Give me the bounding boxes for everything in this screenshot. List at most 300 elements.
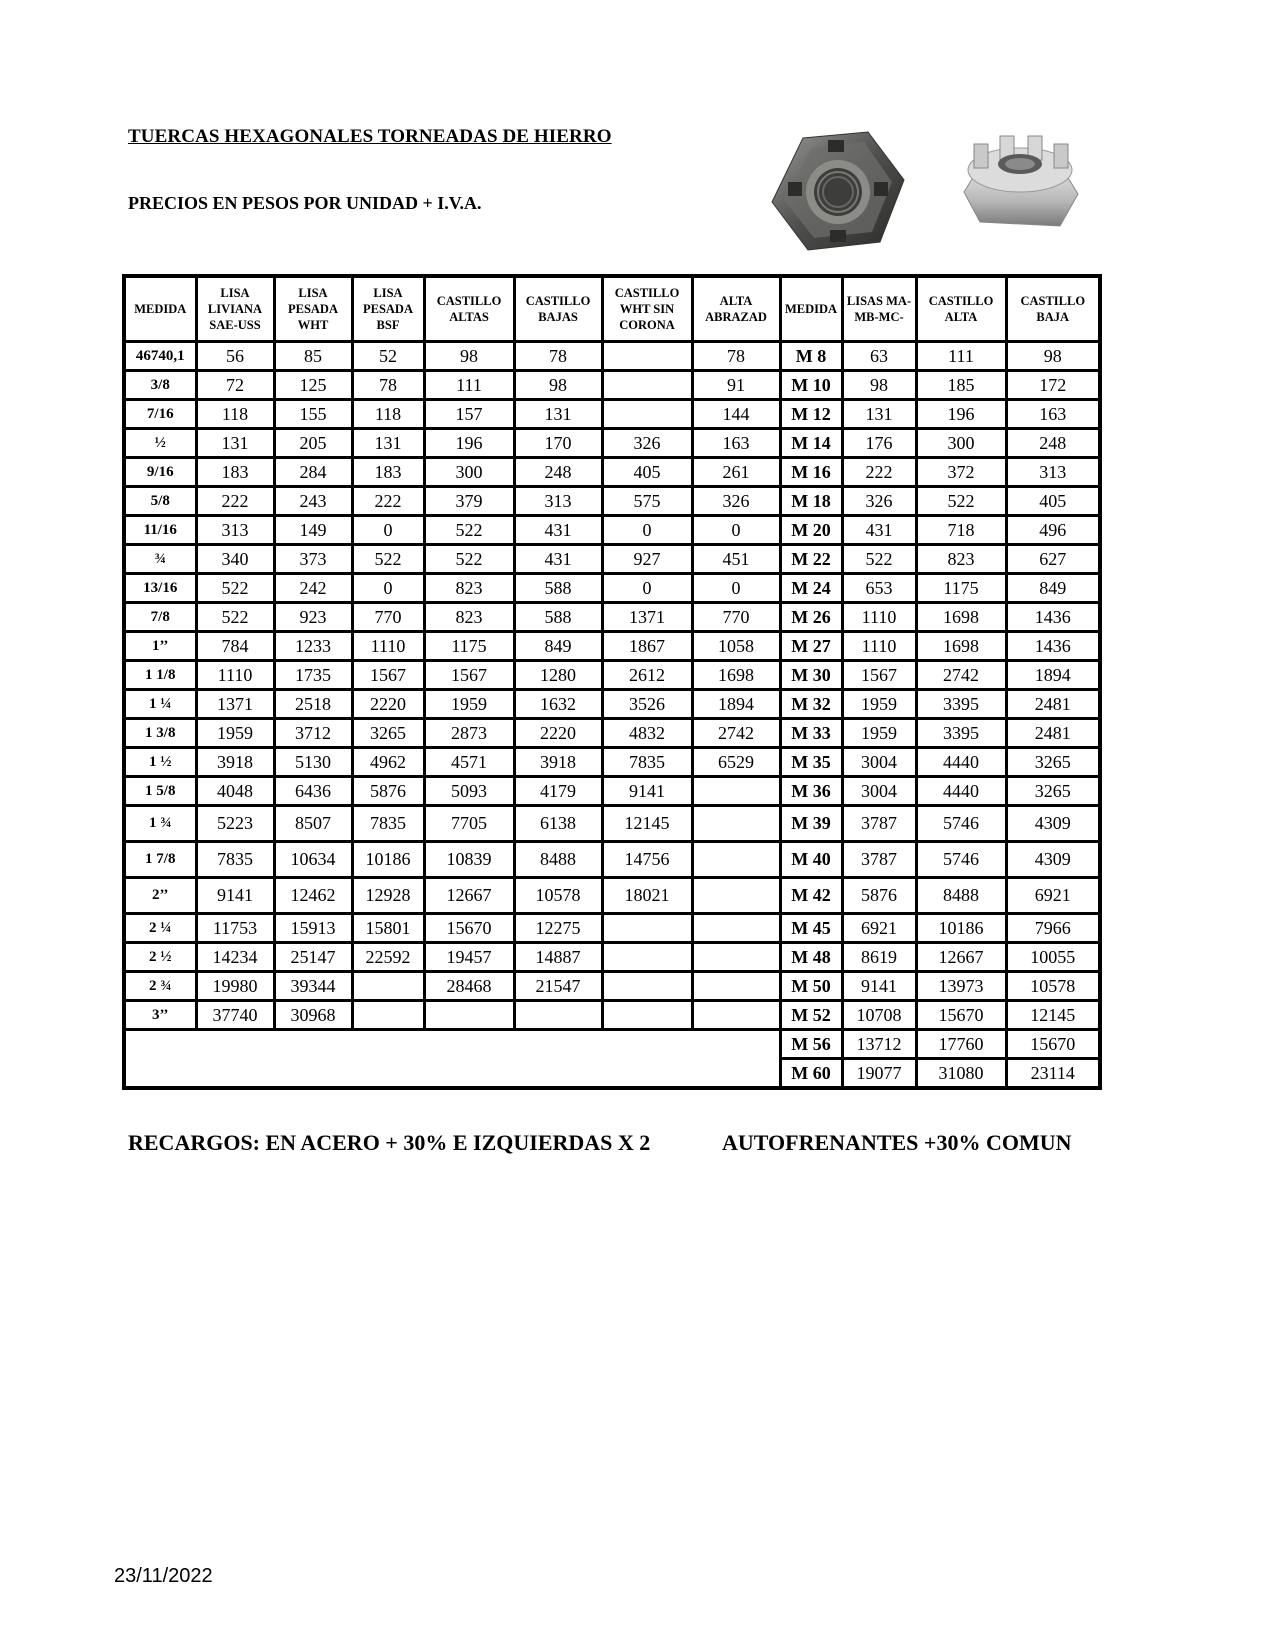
price-table xyxy=(122,274,1102,1090)
price-cell: 379 xyxy=(424,487,514,516)
price-cell: 196 xyxy=(424,429,514,458)
price-cell: 1867 xyxy=(602,632,692,661)
price-cell: 1959 xyxy=(196,719,274,748)
metric-size-cell: M 40 xyxy=(780,842,842,878)
metric-size-cell: M 20 xyxy=(780,516,842,545)
price-cell xyxy=(692,842,780,878)
inch-size-cell: 2 ¼ xyxy=(124,914,196,943)
empty-cell xyxy=(424,1059,514,1089)
price-cell: 4048 xyxy=(196,777,274,806)
metric-size-cell: M 27 xyxy=(780,632,842,661)
price-cell: 6921 xyxy=(1006,878,1100,914)
price-cell: 1058 xyxy=(692,632,780,661)
price-cell: 588 xyxy=(514,603,602,632)
price-cell: 1894 xyxy=(692,690,780,719)
table-row xyxy=(124,516,1100,545)
price-cell: 15670 xyxy=(916,1001,1006,1030)
inch-size-cell: 1 5/8 xyxy=(124,777,196,806)
price-cell: 1233 xyxy=(274,632,352,661)
inch-size-cell: 1’’ xyxy=(124,632,196,661)
price-cell: 2481 xyxy=(1006,719,1100,748)
price-cell: 0 xyxy=(352,516,424,545)
price-cell: 823 xyxy=(424,574,514,603)
price-cell: 78 xyxy=(514,342,602,371)
table-row xyxy=(124,878,1100,914)
price-cell: 326 xyxy=(842,487,916,516)
price-cell: 522 xyxy=(352,545,424,574)
price-cell: 1959 xyxy=(842,719,916,748)
castle-nut-steel-icon xyxy=(950,130,1090,245)
table-row xyxy=(124,690,1100,719)
empty-cell xyxy=(692,1059,780,1089)
price-cell: 3918 xyxy=(196,748,274,777)
empty-cell xyxy=(424,1030,514,1059)
metric-size-cell: M 22 xyxy=(780,545,842,574)
price-cell: 13712 xyxy=(842,1030,916,1059)
price-cell: 1894 xyxy=(1006,661,1100,690)
price-cell: 300 xyxy=(424,458,514,487)
metric-size-cell: M 14 xyxy=(780,429,842,458)
price-cell: 431 xyxy=(514,516,602,545)
metric-size-cell: M 24 xyxy=(780,574,842,603)
price-cell: 10708 xyxy=(842,1001,916,1030)
price-cell: 78 xyxy=(352,371,424,400)
table-row xyxy=(124,1059,1100,1089)
price-cell: 196 xyxy=(916,400,1006,429)
price-cell: 2220 xyxy=(514,719,602,748)
empty-cell xyxy=(196,1059,274,1089)
price-cell: 431 xyxy=(842,516,916,545)
metric-size-cell: M 8 xyxy=(780,342,842,371)
price-cell: 10578 xyxy=(1006,972,1100,1001)
col-header: CASTILLO ALTA xyxy=(916,276,1006,342)
price-cell: 7835 xyxy=(602,748,692,777)
col-header: ALTA ABRAZAD xyxy=(692,276,780,342)
price-cell: 496 xyxy=(1006,516,1100,545)
document-date: 23/11/2022 xyxy=(114,1565,213,1587)
inch-size-cell: 9/16 xyxy=(124,458,196,487)
inch-size-cell: 1 ½ xyxy=(124,748,196,777)
price-cell: 10055 xyxy=(1006,943,1100,972)
price-cell xyxy=(352,1001,424,1030)
price-cell xyxy=(692,777,780,806)
price-cell: 522 xyxy=(196,574,274,603)
price-cell: 91 xyxy=(692,371,780,400)
price-cell: 313 xyxy=(196,516,274,545)
price-cell: 1280 xyxy=(514,661,602,690)
price-cell: 372 xyxy=(916,458,1006,487)
price-cell: 131 xyxy=(352,429,424,458)
price-cell: 12928 xyxy=(352,878,424,914)
table-row xyxy=(124,545,1100,574)
price-cell: 1698 xyxy=(916,603,1006,632)
table-row xyxy=(124,842,1100,878)
price-cell: 3787 xyxy=(842,842,916,878)
price-cell: 405 xyxy=(1006,487,1100,516)
empty-cell xyxy=(124,1030,196,1059)
price-cell: 2742 xyxy=(692,719,780,748)
inch-size-cell: 5/8 xyxy=(124,487,196,516)
price-cell: 770 xyxy=(352,603,424,632)
price-cell: 155 xyxy=(274,400,352,429)
table-row xyxy=(124,661,1100,690)
price-cell: 3004 xyxy=(842,777,916,806)
price-cell: 39344 xyxy=(274,972,352,1001)
price-cell xyxy=(692,914,780,943)
price-cell: 784 xyxy=(196,632,274,661)
price-cell: 144 xyxy=(692,400,780,429)
table-row xyxy=(124,719,1100,748)
price-cell: 588 xyxy=(514,574,602,603)
price-cell: 1632 xyxy=(514,690,602,719)
empty-cell xyxy=(514,1059,602,1089)
metric-size-cell: M 12 xyxy=(780,400,842,429)
inch-size-cell: 1 1/8 xyxy=(124,661,196,690)
price-cell: 1567 xyxy=(424,661,514,690)
price-cell: 15801 xyxy=(352,914,424,943)
metric-size-cell: M 39 xyxy=(780,806,842,842)
metric-size-cell: M 35 xyxy=(780,748,842,777)
price-cell: 261 xyxy=(692,458,780,487)
price-cell: 248 xyxy=(1006,429,1100,458)
price-cell: 242 xyxy=(274,574,352,603)
price-cell: 1371 xyxy=(196,690,274,719)
empty-cell xyxy=(352,1059,424,1089)
price-cell: 243 xyxy=(274,487,352,516)
price-cell: 125 xyxy=(274,371,352,400)
price-cell: 9141 xyxy=(602,777,692,806)
price-cell: 522 xyxy=(916,487,1006,516)
price-cell: 326 xyxy=(602,429,692,458)
price-cell: 15913 xyxy=(274,914,352,943)
price-cell: 522 xyxy=(842,545,916,574)
table-row xyxy=(124,603,1100,632)
empty-cell xyxy=(692,1030,780,1059)
price-cell xyxy=(692,943,780,972)
price-cell: 10634 xyxy=(274,842,352,878)
price-cell: 8488 xyxy=(916,878,1006,914)
price-cell: 522 xyxy=(424,516,514,545)
price-cell: 522 xyxy=(424,545,514,574)
empty-cell xyxy=(352,1030,424,1059)
price-cell: 10578 xyxy=(514,878,602,914)
price-cell: 1110 xyxy=(842,603,916,632)
inch-size-cell: 13/16 xyxy=(124,574,196,603)
price-cell: 15670 xyxy=(424,914,514,943)
price-cell: 849 xyxy=(514,632,602,661)
price-cell: 313 xyxy=(1006,458,1100,487)
metric-size-cell: M 30 xyxy=(780,661,842,690)
inch-size-cell: 2 ¾ xyxy=(124,972,196,1001)
price-cell xyxy=(602,371,692,400)
price-cell: 111 xyxy=(424,371,514,400)
price-cell xyxy=(602,400,692,429)
price-cell: 157 xyxy=(424,400,514,429)
price-cell: 21547 xyxy=(514,972,602,1001)
inch-size-cell: 7/16 xyxy=(124,400,196,429)
price-cell: 19980 xyxy=(196,972,274,1001)
price-cell: 3526 xyxy=(602,690,692,719)
price-cell: 98 xyxy=(514,371,602,400)
price-cell: 14887 xyxy=(514,943,602,972)
inch-size-cell: 46740,1 xyxy=(124,342,196,371)
price-cell: 131 xyxy=(514,400,602,429)
table-row xyxy=(124,429,1100,458)
price-cell: 7835 xyxy=(352,806,424,842)
price-cell: 0 xyxy=(352,574,424,603)
price-cell: 23114 xyxy=(1006,1059,1100,1089)
col-header: MEDIDA xyxy=(780,276,842,342)
price-cell: 12462 xyxy=(274,878,352,914)
price-cell: 183 xyxy=(352,458,424,487)
price-cell: 4179 xyxy=(514,777,602,806)
metric-size-cell: M 36 xyxy=(780,777,842,806)
price-cell: 653 xyxy=(842,574,916,603)
metric-size-cell: M 60 xyxy=(780,1059,842,1089)
price-cell: 1959 xyxy=(424,690,514,719)
price-cell: 1175 xyxy=(916,574,1006,603)
empty-cell xyxy=(602,1059,692,1089)
price-cell xyxy=(602,943,692,972)
document-title: TUERCAS HEXAGONALES TORNEADAS DE HIERRO xyxy=(128,126,612,147)
price-cell: 849 xyxy=(1006,574,1100,603)
autofrenantes-note: AUTOFRENANTES +30% COMUN xyxy=(722,1130,1072,1155)
price-cell: 14756 xyxy=(602,842,692,878)
price-cell: 172 xyxy=(1006,371,1100,400)
col-header: CASTILLO BAJA xyxy=(1006,276,1100,342)
col-header: CASTILLO ALTAS xyxy=(424,276,514,342)
metric-size-cell: M 52 xyxy=(780,1001,842,1030)
price-cell: 340 xyxy=(196,545,274,574)
price-cell: 0 xyxy=(602,516,692,545)
price-cell: 222 xyxy=(196,487,274,516)
table-row xyxy=(124,777,1100,806)
metric-size-cell: M 16 xyxy=(780,458,842,487)
metric-size-cell: M 45 xyxy=(780,914,842,943)
price-cell: 405 xyxy=(602,458,692,487)
price-cell: 5130 xyxy=(274,748,352,777)
price-cell: 185 xyxy=(916,371,1006,400)
price-cell: 222 xyxy=(842,458,916,487)
metric-size-cell: M 50 xyxy=(780,972,842,1001)
price-cell: 0 xyxy=(692,516,780,545)
price-cell: 78 xyxy=(692,342,780,371)
price-cell: 8619 xyxy=(842,943,916,972)
inch-size-cell: 1 ¾ xyxy=(124,806,196,842)
price-cell: 118 xyxy=(196,400,274,429)
price-cell: 923 xyxy=(274,603,352,632)
table-row xyxy=(124,972,1100,1001)
price-cell xyxy=(602,914,692,943)
price-cell: 5876 xyxy=(352,777,424,806)
price-cell: 2873 xyxy=(424,719,514,748)
price-cell: 1110 xyxy=(196,661,274,690)
price-cell: 4440 xyxy=(916,748,1006,777)
metric-size-cell: M 42 xyxy=(780,878,842,914)
inch-size-cell: ½ xyxy=(124,429,196,458)
price-cell: 575 xyxy=(602,487,692,516)
table-row xyxy=(124,487,1100,516)
price-cell: 98 xyxy=(842,371,916,400)
price-cell: 30968 xyxy=(274,1001,352,1030)
price-cell: 11753 xyxy=(196,914,274,943)
price-cell xyxy=(692,806,780,842)
price-cell: 12667 xyxy=(424,878,514,914)
price-cell: 627 xyxy=(1006,545,1100,574)
metric-size-cell: M 56 xyxy=(780,1030,842,1059)
price-cell: 6529 xyxy=(692,748,780,777)
price-cell: 4309 xyxy=(1006,842,1100,878)
price-cell: 12145 xyxy=(1006,1001,1100,1030)
price-cell: 0 xyxy=(692,574,780,603)
price-cell: 823 xyxy=(916,545,1006,574)
empty-cell xyxy=(274,1059,352,1089)
price-cell: 183 xyxy=(196,458,274,487)
metric-size-cell: M 33 xyxy=(780,719,842,748)
price-cell: 9141 xyxy=(842,972,916,1001)
recargos-note: RECARGOS: EN ACERO + 30% E IZQUIERDAS X 2 xyxy=(128,1130,651,1155)
price-cell: 149 xyxy=(274,516,352,545)
price-cell: 1436 xyxy=(1006,603,1100,632)
price-cell: 522 xyxy=(196,603,274,632)
price-cell: 1735 xyxy=(274,661,352,690)
price-cell xyxy=(602,1001,692,1030)
price-cell: 222 xyxy=(352,487,424,516)
price-cell xyxy=(692,878,780,914)
price-cell: 28468 xyxy=(424,972,514,1001)
price-cell: 5093 xyxy=(424,777,514,806)
price-cell: 3265 xyxy=(352,719,424,748)
price-cell: 176 xyxy=(842,429,916,458)
col-header: CASTILLO WHT SIN CORONA xyxy=(602,276,692,342)
inch-size-cell: ¾ xyxy=(124,545,196,574)
price-cell: 131 xyxy=(842,400,916,429)
table-row xyxy=(124,914,1100,943)
price-cell: 770 xyxy=(692,603,780,632)
price-cell: 17760 xyxy=(916,1030,1006,1059)
inch-size-cell: 1 ¼ xyxy=(124,690,196,719)
price-cell: 2220 xyxy=(352,690,424,719)
table-row xyxy=(124,806,1100,842)
inch-size-cell: 1 3/8 xyxy=(124,719,196,748)
price-cell xyxy=(514,1001,602,1030)
table-header-row xyxy=(124,276,1100,342)
price-cell: 118 xyxy=(352,400,424,429)
inch-size-cell: 11/16 xyxy=(124,516,196,545)
table-row xyxy=(124,400,1100,429)
price-cell: 13973 xyxy=(916,972,1006,1001)
table-row xyxy=(124,1030,1100,1059)
price-cell: 3712 xyxy=(274,719,352,748)
price-cell: 300 xyxy=(916,429,1006,458)
price-cell: 10186 xyxy=(916,914,1006,943)
price-cell: 718 xyxy=(916,516,1006,545)
col-header: MEDIDA xyxy=(124,276,196,342)
inch-size-cell: 1 7/8 xyxy=(124,842,196,878)
price-cell: 12667 xyxy=(916,943,1006,972)
price-cell: 248 xyxy=(514,458,602,487)
table-row xyxy=(124,1001,1100,1030)
price-cell: 823 xyxy=(424,603,514,632)
metric-size-cell: M 18 xyxy=(780,487,842,516)
col-header: CASTILLO BAJAS xyxy=(514,276,602,342)
price-cell: 5876 xyxy=(842,878,916,914)
price-cell: 12275 xyxy=(514,914,602,943)
price-cell: 4962 xyxy=(352,748,424,777)
price-cell: 1959 xyxy=(842,690,916,719)
price-cell: 10186 xyxy=(352,842,424,878)
price-cell: 19077 xyxy=(842,1059,916,1089)
col-header: LISA LIVIANA SAE-USS xyxy=(196,276,274,342)
price-cell: 8488 xyxy=(514,842,602,878)
price-cell: 37740 xyxy=(196,1001,274,1030)
price-cell: 72 xyxy=(196,371,274,400)
price-cell: 1567 xyxy=(842,661,916,690)
price-cell: 98 xyxy=(424,342,514,371)
price-cell xyxy=(352,972,424,1001)
price-cell: 326 xyxy=(692,487,780,516)
price-cell: 22592 xyxy=(352,943,424,972)
empty-cell xyxy=(602,1030,692,1059)
price-cell: 5223 xyxy=(196,806,274,842)
table-row xyxy=(124,943,1100,972)
table-row xyxy=(124,371,1100,400)
price-cell xyxy=(692,1001,780,1030)
price-cell: 5746 xyxy=(916,842,1006,878)
price-cell: 6921 xyxy=(842,914,916,943)
price-cell: 284 xyxy=(274,458,352,487)
price-cell: 451 xyxy=(692,545,780,574)
metric-size-cell: M 26 xyxy=(780,603,842,632)
inch-size-cell: 2’’ xyxy=(124,878,196,914)
price-cell: 19457 xyxy=(424,943,514,972)
price-cell: 111 xyxy=(916,342,1006,371)
price-cell: 8507 xyxy=(274,806,352,842)
price-cell: 1436 xyxy=(1006,632,1100,661)
price-cell: 313 xyxy=(514,487,602,516)
price-cell: 52 xyxy=(352,342,424,371)
price-cell: 2481 xyxy=(1006,690,1100,719)
price-cell: 131 xyxy=(196,429,274,458)
price-cell: 10839 xyxy=(424,842,514,878)
empty-cell xyxy=(514,1030,602,1059)
price-cell: 7835 xyxy=(196,842,274,878)
table-row xyxy=(124,632,1100,661)
price-cell: 85 xyxy=(274,342,352,371)
price-cell: 1371 xyxy=(602,603,692,632)
price-cell: 205 xyxy=(274,429,352,458)
inch-size-cell: 2 ½ xyxy=(124,943,196,972)
price-cell: 6138 xyxy=(514,806,602,842)
price-cell: 3395 xyxy=(916,690,1006,719)
price-cell: 18021 xyxy=(602,878,692,914)
table-row xyxy=(124,748,1100,777)
price-cell: 3787 xyxy=(842,806,916,842)
price-cell: 1110 xyxy=(842,632,916,661)
price-cell: 373 xyxy=(274,545,352,574)
price-cell: 927 xyxy=(602,545,692,574)
price-cell: 31080 xyxy=(916,1059,1006,1089)
price-cell: 3918 xyxy=(514,748,602,777)
price-cell: 4832 xyxy=(602,719,692,748)
inch-size-cell: 3’’ xyxy=(124,1001,196,1030)
price-cell: 163 xyxy=(692,429,780,458)
empty-cell xyxy=(196,1030,274,1059)
price-cell: 163 xyxy=(1006,400,1100,429)
price-cell: 98 xyxy=(1006,342,1100,371)
inch-size-cell: 7/8 xyxy=(124,603,196,632)
price-cell: 3395 xyxy=(916,719,1006,748)
